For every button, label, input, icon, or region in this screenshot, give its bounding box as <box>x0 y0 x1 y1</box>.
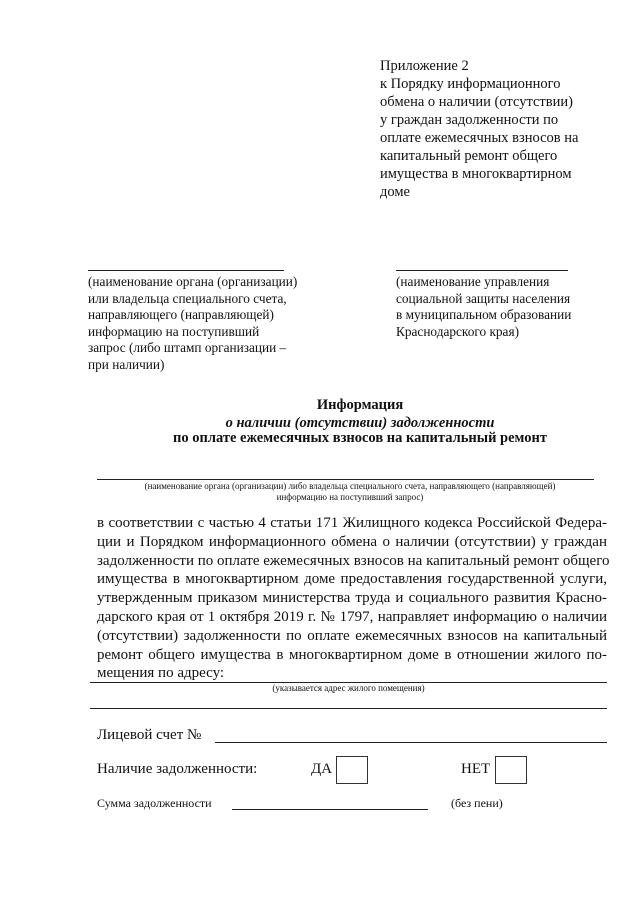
sender-caption-line: (наименование органа (организации) <box>88 274 298 289</box>
appendix-line: капитальный ремонт общего <box>380 148 558 164</box>
account-label: Лицевой счет № <box>97 727 202 743</box>
sender-caption-line: запрос (либо штамп организации – <box>88 340 287 355</box>
body-line: дарского края от 1 октября 2019 г. № 1797, направляет информацию о наличии <box>97 608 607 625</box>
debt-no-label: НЕТ <box>461 761 491 777</box>
sender-caption-line: информацию на поступивший <box>88 323 260 339</box>
appendix-line: у граждан задолженности по <box>380 112 559 128</box>
org-caption-line: информацию на поступивший запрос) <box>276 492 424 502</box>
address-field-line-2[interactable] <box>90 708 607 709</box>
body-line: (отсутствии) задолженности по оплате ежемесячных взносов на капитальный <box>97 627 607 644</box>
amount-note: (без пени) <box>451 796 503 810</box>
body-line: мещения по адресу: <box>97 665 225 682</box>
org-name-caption <box>120 481 580 503</box>
debt-yes-label: ДА <box>311 761 333 777</box>
sender-caption <box>88 274 297 373</box>
body-line: имущества в многоквартирном доме предоставления государственной услуги, <box>97 571 607 588</box>
org-caption-line: (наименование органа (организации) либо владельца специального счета, направляющего (направляющей) <box>144 481 556 491</box>
recipient-caption-line: социальной защиты населения <box>396 290 571 306</box>
appendix-line: оплате ежемесячных взносов на <box>380 130 579 146</box>
body-line: ремонт общего имущества в многоквартирном доме в отношении жилого по- <box>97 646 607 663</box>
recipient-caption-line: Краснодарского края) <box>396 323 520 339</box>
appendix-line: доме <box>380 184 410 200</box>
org-name-field-line[interactable] <box>97 479 594 480</box>
document-title: Информация <box>316 397 404 413</box>
address-caption: (указывается адрес жилого помещения) <box>272 683 425 693</box>
amount-label: Сумма задолженности <box>97 796 212 810</box>
sender-field-line[interactable] <box>88 270 284 271</box>
body-line: ции и Порядком информационного обмена о наличии (отсутствии) у граждан <box>97 533 607 550</box>
debt-yes-checkbox[interactable] <box>336 756 368 784</box>
appendix-line: Приложение 2 <box>380 58 469 74</box>
body-line: в соответствии с частью 4 статьи 171 Жилищного кодекса Российской Федера- <box>97 515 607 531</box>
debt-label: Наличие задолженности: <box>97 761 258 777</box>
body-line: задолженности по оплате ежемесячных взносов на капитальный ремонт общего <box>97 552 610 569</box>
sender-caption-line: при наличии) <box>88 356 165 372</box>
recipient-caption <box>396 274 571 340</box>
recipient-caption-line: (наименование управления <box>396 274 550 289</box>
appendix-line: к Порядку информационного <box>380 76 561 92</box>
account-number-field[interactable] <box>215 742 607 743</box>
debt-no-checkbox[interactable] <box>495 756 527 784</box>
body-line: утвержденным приказом министерства труда и социального развития Красно- <box>97 590 607 607</box>
document-subtitle-2: по оплате ежемесячных взносов на капитальный ремонт <box>173 430 547 446</box>
recipient-caption-line: в муниципальном образовании <box>396 307 572 322</box>
appendix-line: имущества в многоквартирном <box>380 166 572 182</box>
recipient-field-line[interactable] <box>396 270 568 271</box>
document-subtitle: о наличии (отсутствии) задолженности <box>225 415 495 431</box>
body-paragraph <box>97 514 610 683</box>
sender-caption-line: направляющего (направляющей) <box>88 307 274 322</box>
appendix-header <box>380 57 610 201</box>
appendix-line: обмена о наличии (отсутствии) <box>380 94 573 110</box>
amount-field[interactable] <box>232 809 428 810</box>
sender-caption-line: или владельца специального счета, <box>88 290 287 306</box>
